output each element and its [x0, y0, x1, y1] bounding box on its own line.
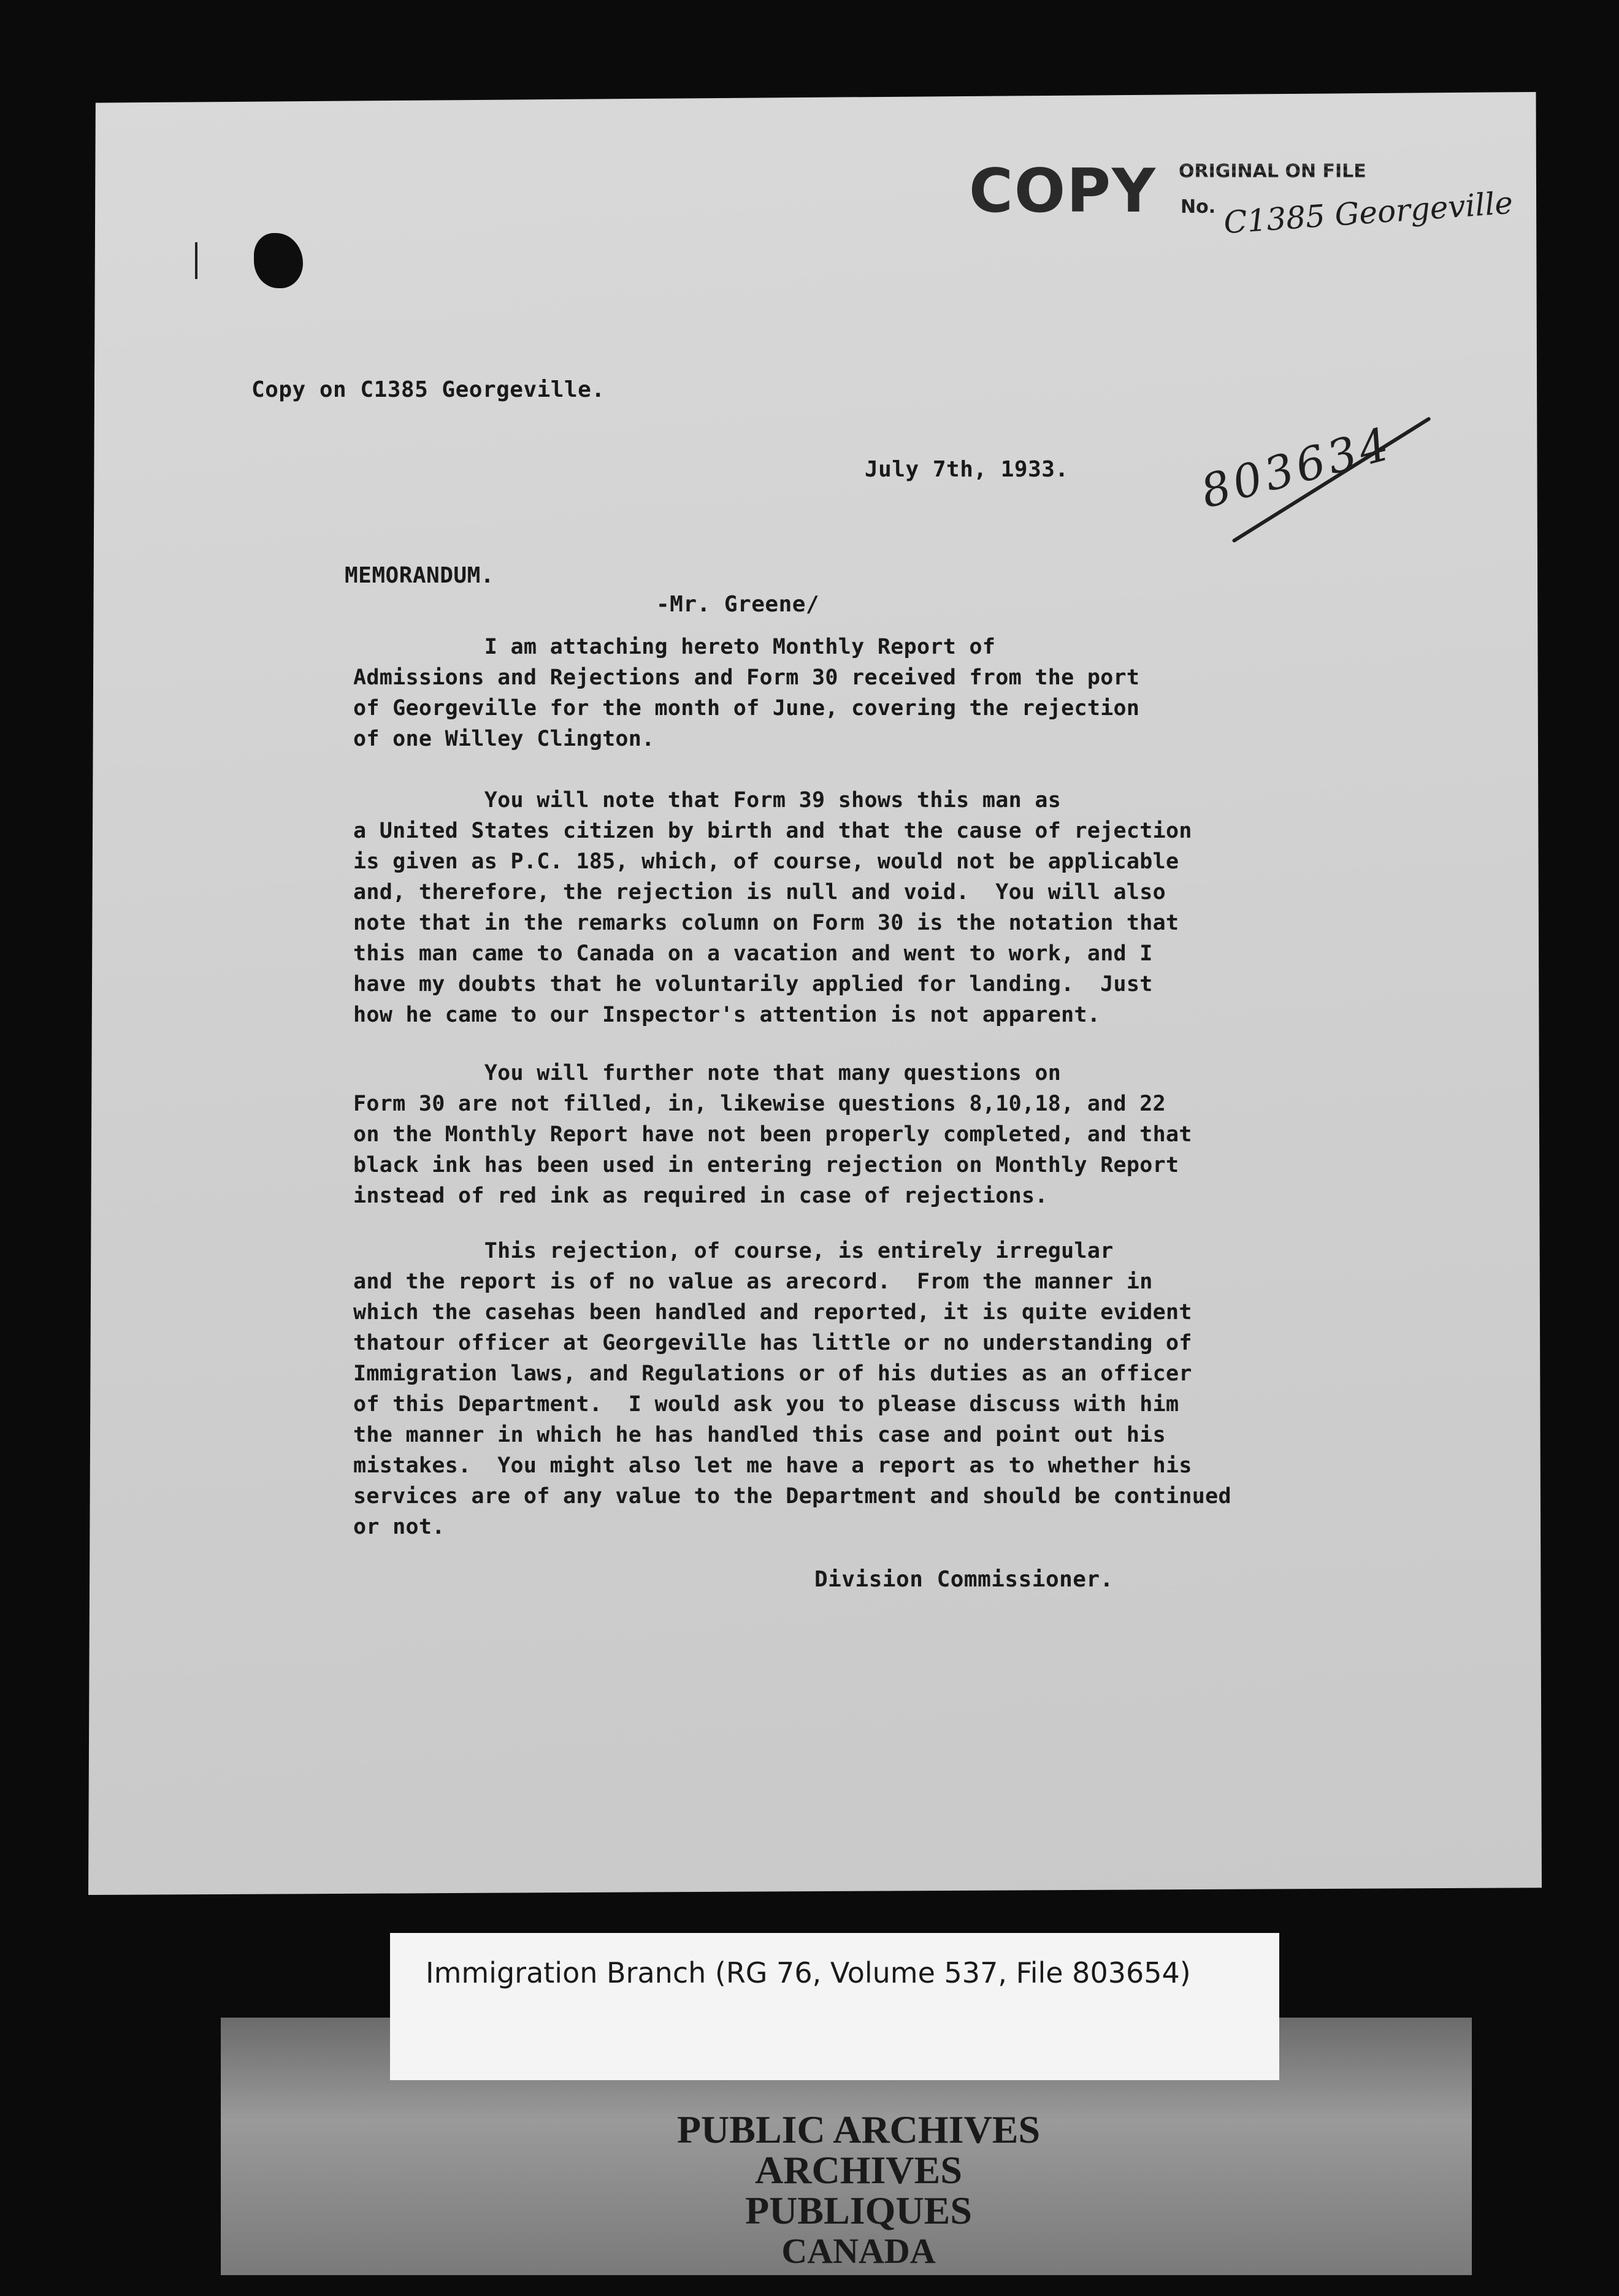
archive-stamp-line-3: CANADA [781, 2231, 936, 2271]
copy-reference-line: Copy on C1385 Georgeville. [251, 377, 605, 402]
handwritten-file-reference: C1385 Georgeville [1222, 185, 1514, 241]
paragraph-line: of one Willey Clington. [353, 727, 655, 751]
paragraph-line: thatour officer at Georgeville has little or no understanding of [353, 1331, 1192, 1355]
paragraph-line: and, therefore, the rejection is null and void. You will also [353, 880, 1166, 905]
paragraph-line: You will note that Form 39 shows this man as [353, 788, 1062, 813]
paragraph-line: of Georgeville for the month of June, covering the rejection [353, 696, 1140, 721]
copy-stamp: COPY [969, 156, 1157, 226]
handwritten-file-number: 803634 [1195, 417, 1398, 519]
archive-reference: Immigration Branch (RG 76, Volume 537, File 803654) [426, 1956, 1191, 1989]
paragraph-line: which the casehas been handled and reported, it is quite evident [353, 1300, 1192, 1325]
paragraph-line: and the report is of no value as arecord. From the manner in [353, 1269, 1153, 1294]
paragraph-line: this man came to Canada on a vacation and went to work, and I [353, 941, 1153, 966]
paragraph-line: Form 30 are not filled, in, likewise questions 8,10,18, and 22 [353, 1092, 1166, 1116]
paragraph-line: on the Monthly Report have not been properly completed, and that [353, 1122, 1192, 1147]
paragraph-4 [353, 1236, 1408, 1542]
paragraph-line: a United States citizen by birth and that the cause of rejection [353, 819, 1192, 843]
letter-date: July 7th, 1933. [865, 457, 1069, 482]
paragraph-3 [353, 1058, 1408, 1211]
paragraph-line: note that in the remarks column on Form 30 is the notation that [353, 911, 1179, 935]
paragraph-line: is given as P.C. 185, which, of course, would not be applicable [353, 849, 1179, 874]
paragraph-line: You will further note that many questions on [353, 1061, 1062, 1085]
paragraph-line: mistakes. You might also let me have a report as to whether his [353, 1453, 1192, 1478]
paragraph-line: instead of red ink as required in case of rejections. [353, 1184, 1048, 1208]
stamp-number-label: No. [1181, 196, 1216, 218]
paragraph-line: have my doubts that he voluntarily applied for landing. Just [353, 972, 1153, 997]
paragraph-line: black ink has been used in entering rejection on Monthly Report [353, 1153, 1179, 1177]
paragraph-line: how he came to our Inspector's attention is not apparent. [353, 1003, 1101, 1027]
margin-mark [195, 242, 197, 279]
paragraph-line: Admissions and Rejections and Form 30 received from the port [353, 665, 1140, 690]
addressee-line: -Mr. Greene/ [656, 592, 820, 617]
paragraph-line: or not. [353, 1515, 445, 1539]
paragraph-line: I am attaching hereto Monthly Report of [353, 635, 996, 659]
paragraph-line: This rejection, of course, is entirely irregular [353, 1239, 1114, 1263]
signature-line: Division Commissioner. [814, 1567, 1114, 1592]
paragraph-2 [353, 785, 1408, 1030]
archive-stamp-line-2: ARCHIVES PUBLIQUES [745, 2148, 972, 2232]
original-on-file-stamp: ORIGINAL ON FILE [1179, 161, 1473, 182]
paragraph-line: the manner in which he has handled this case and point out his [353, 1423, 1166, 1447]
paragraph-line: of this Department. I would ask you to please discuss with him [353, 1392, 1179, 1417]
paragraph-1 [353, 632, 1408, 754]
archive-stamp [638, 2110, 1079, 2271]
paragraph-line: Immigration laws, and Regulations or of his duties as an officer [353, 1361, 1192, 1386]
archive-label [390, 1933, 1279, 2080]
memorandum-heading: MEMORANDUM. [345, 563, 494, 588]
archive-stamp-line-1: PUBLIC ARCHIVES [676, 2108, 1041, 2151]
paragraph-line: services are of any value to the Department and should be continued [353, 1484, 1231, 1509]
